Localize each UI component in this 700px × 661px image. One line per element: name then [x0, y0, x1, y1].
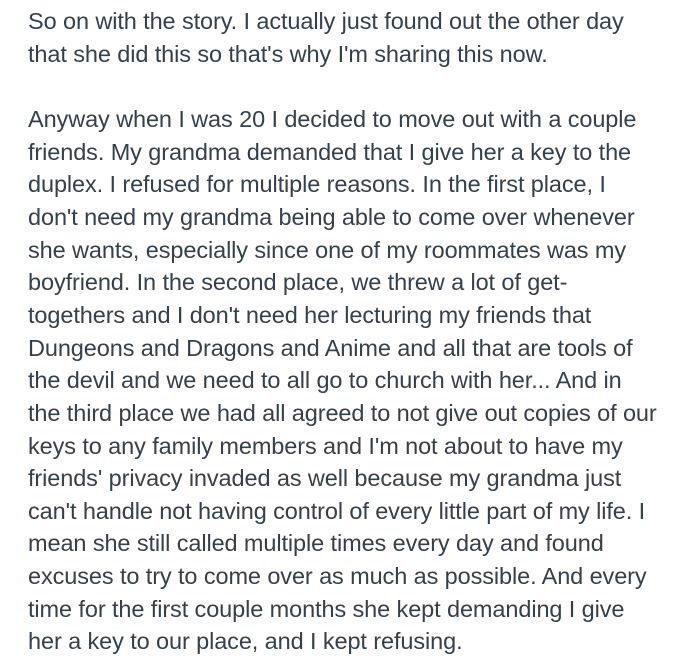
story-line: boyfriend. In the second place, we threw a lot of get-: [28, 269, 568, 296]
story-line: Dungeons and Dragons and Anime and all that are tools of: [28, 334, 633, 361]
story-line: duplex. I refused for multiple reasons. In the first place, I: [28, 171, 606, 198]
story-line: the devil and we need to all go to church with her... And in: [28, 367, 622, 394]
story-line: So on with the story. I actually just found out the other day: [28, 8, 624, 34]
story-line: keys to any family members and I'm not about to have my: [28, 432, 623, 459]
story-line: friends' privacy invaded as well because my grandma just: [28, 465, 622, 492]
story-paragraph: [28, 5, 682, 70]
story-line: the third place we had all agreed to not give out copies of our: [28, 399, 657, 426]
story-line: excuses to try to come over as much as possible. And every: [28, 563, 647, 590]
story-line: time for the first couple months she kept demanding I give: [28, 595, 625, 622]
story-line: she wants, especially since one of my roommates was my: [28, 236, 627, 263]
story-line: don't need my grandma being able to come over whenever: [28, 203, 635, 230]
story-line: Anyway when I was 20 I decided to move out with a couple: [28, 105, 637, 132]
story-line: friends. My grandma demanded that I give her a key to the: [28, 138, 632, 165]
story-line: togethers and I don't need her lecturing my friends that: [28, 301, 592, 328]
story-line: her a key to our place, and I kept refusing.: [28, 628, 463, 655]
story-line: mean she still called multiple times every day and found: [28, 530, 604, 557]
story-line: that she did this so that's why I'm sharing this now.: [28, 40, 548, 67]
story-paragraph: [28, 103, 682, 658]
story-line: can't handle not having control of every little part of my life. I: [28, 497, 646, 524]
